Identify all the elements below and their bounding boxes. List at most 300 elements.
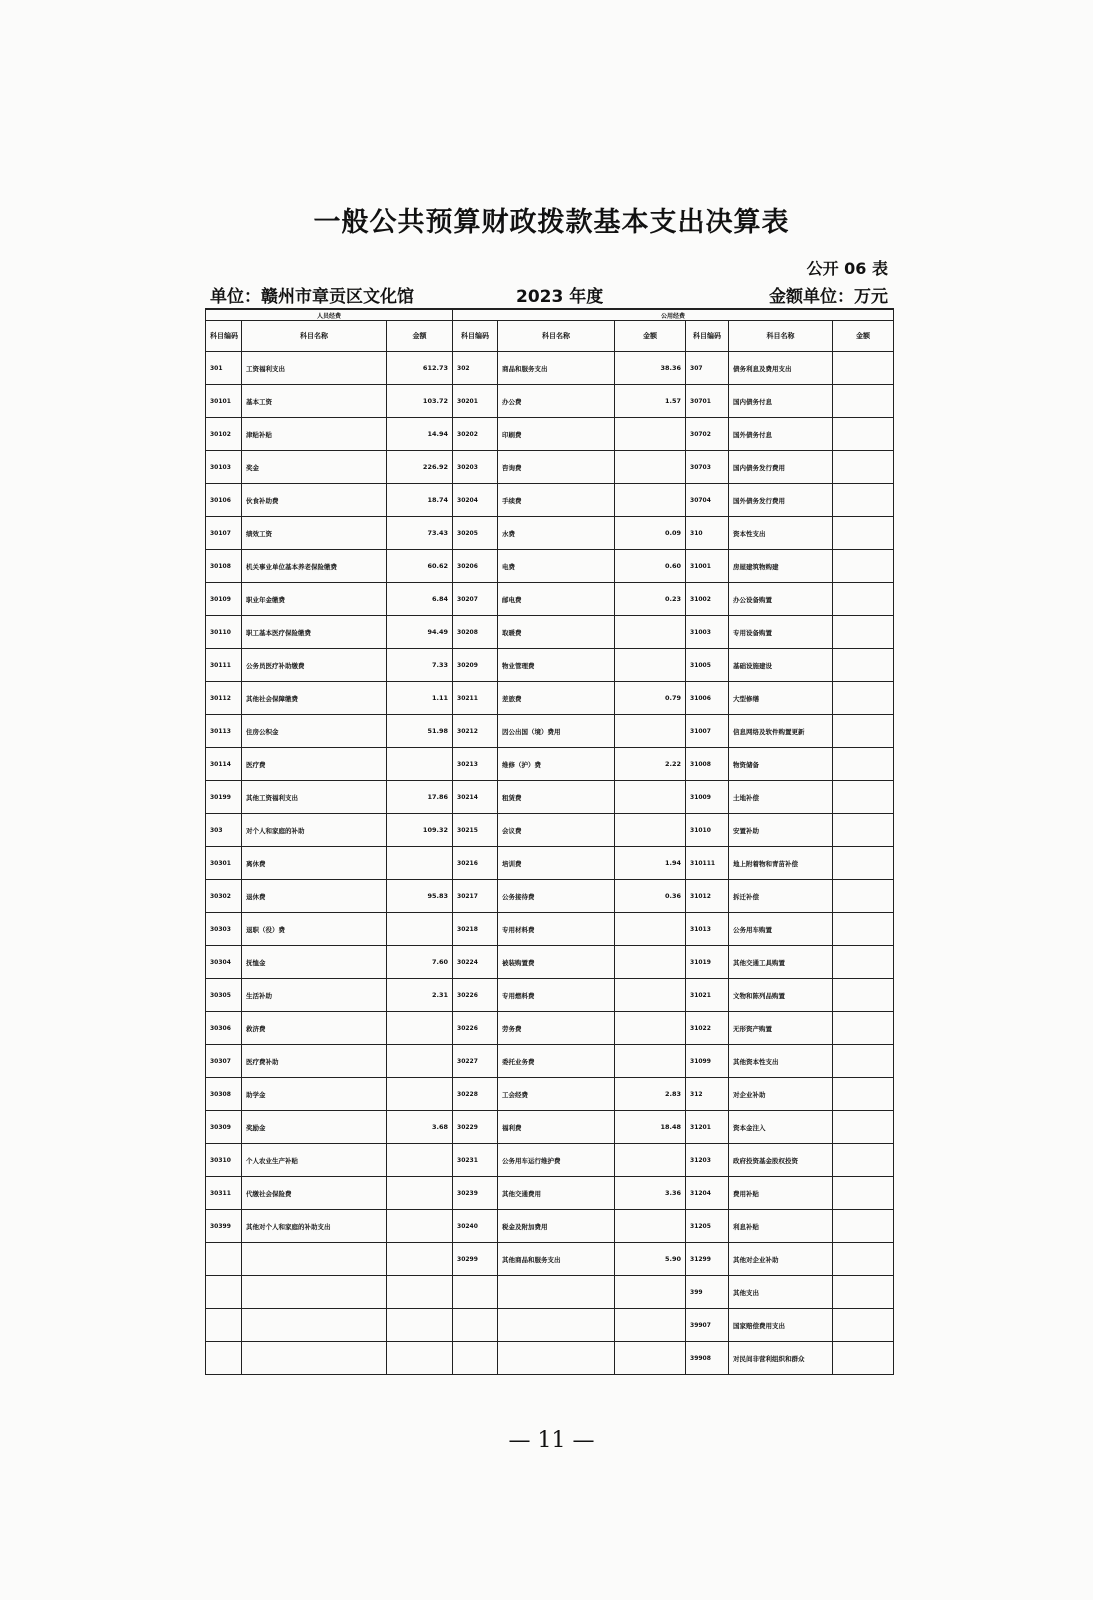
cell-name: 资本性支出 [729, 517, 833, 550]
cell-name: 专用设备购置 [729, 616, 833, 649]
cell-code: 30306 [206, 1012, 242, 1045]
cell-amount [387, 1243, 453, 1276]
cell-amount [615, 616, 686, 649]
cell-code: 303 [206, 814, 242, 847]
cell-code: 30299 [453, 1243, 498, 1276]
cell-amount [387, 847, 453, 880]
column-header-code: 科目编码 [453, 321, 498, 352]
cell-amount [833, 979, 894, 1012]
cell-amount [615, 1342, 686, 1375]
cell-code: 30111 [206, 649, 242, 682]
cell-name: 专用材料费 [498, 913, 615, 946]
cell-amount: 612.73 [387, 352, 453, 385]
cell-code: 30211 [453, 682, 498, 715]
column-header-code: 科目编码 [686, 321, 729, 352]
cell-code: 30311 [206, 1177, 242, 1210]
cell-code: 301 [206, 352, 242, 385]
cell-name: 对企业补助 [729, 1078, 833, 1111]
cell-name: 其他工资福利支出 [242, 781, 387, 814]
column-header-name: 科目名称 [242, 321, 387, 352]
cell-amount [387, 1045, 453, 1078]
cell-amount [615, 781, 686, 814]
column-header-amount: 金额 [615, 321, 686, 352]
cell-name: 资本金注入 [729, 1111, 833, 1144]
cell-name: 公务用车购置 [729, 913, 833, 946]
cell-amount [615, 1276, 686, 1309]
cell-code: 31204 [686, 1177, 729, 1210]
cell-amount [833, 1276, 894, 1309]
cell-code: 30215 [453, 814, 498, 847]
cell-name: 会议费 [498, 814, 615, 847]
cell-code: 30226 [453, 1012, 498, 1045]
cell-code: 30308 [206, 1078, 242, 1111]
cell-code: 30226 [453, 979, 498, 1012]
cell-name: 手续费 [498, 484, 615, 517]
group-header-personnel: 人员经费 [206, 309, 453, 321]
cell-code: 30307 [206, 1045, 242, 1078]
cell-code: 30103 [206, 451, 242, 484]
cell-name: 公务接待费 [498, 880, 615, 913]
cell-amount [387, 913, 453, 946]
column-header-name: 科目名称 [498, 321, 615, 352]
cell-name: 国内债务发行费用 [729, 451, 833, 484]
table-row [206, 1012, 894, 1045]
cell-name: 国内债务付息 [729, 385, 833, 418]
cell-name: 文物和陈列品购置 [729, 979, 833, 1012]
cell-amount: 0.60 [615, 550, 686, 583]
column-header-row [206, 321, 894, 352]
cell-amount: 226.92 [387, 451, 453, 484]
cell-code: 30206 [453, 550, 498, 583]
cell-code: 39907 [686, 1309, 729, 1342]
cell-amount: 1.57 [615, 385, 686, 418]
cell-name: 医疗费补助 [242, 1045, 387, 1078]
cell-code: 31006 [686, 682, 729, 715]
cell-code: 30114 [206, 748, 242, 781]
table-row [206, 946, 894, 979]
cell-amount: 0.23 [615, 583, 686, 616]
cell-code: 310 [686, 517, 729, 550]
cell-amount [833, 1078, 894, 1111]
cell-name: 福利费 [498, 1111, 615, 1144]
cell-name: 无形资产购置 [729, 1012, 833, 1045]
cell-code: 312 [686, 1078, 729, 1111]
cell-amount [833, 583, 894, 616]
cell-name: 职业年金缴费 [242, 583, 387, 616]
cell-name: 工会经费 [498, 1078, 615, 1111]
cell-code: 31003 [686, 616, 729, 649]
cell-amount: 2.83 [615, 1078, 686, 1111]
table-row [206, 1045, 894, 1078]
table-row [206, 913, 894, 946]
cell-name [242, 1309, 387, 1342]
cell-amount [833, 946, 894, 979]
unit-label: 单位：赣州市章贡区文化馆 [210, 287, 414, 307]
cell-name: 其他商品和服务支出 [498, 1243, 615, 1276]
cell-amount [615, 1309, 686, 1342]
cell-name: 津贴补贴 [242, 418, 387, 451]
cell-name [242, 1342, 387, 1375]
cell-amount [387, 1078, 453, 1111]
cell-code: 30112 [206, 682, 242, 715]
group-header-row [206, 309, 894, 321]
cell-amount [615, 1045, 686, 1078]
cell-name: 生活补助 [242, 979, 387, 1012]
cell-code: 31203 [686, 1144, 729, 1177]
cell-amount: 94.49 [387, 616, 453, 649]
cell-amount: 103.72 [387, 385, 453, 418]
cell-code: 31007 [686, 715, 729, 748]
cell-amount [387, 748, 453, 781]
cell-code: 39908 [686, 1342, 729, 1375]
cell-name: 因公出国（境）费用 [498, 715, 615, 748]
cell-amount [615, 715, 686, 748]
cell-code: 30228 [453, 1078, 498, 1111]
column-header-name: 科目名称 [729, 321, 833, 352]
cell-amount: 2.31 [387, 979, 453, 1012]
cell-code: 30108 [206, 550, 242, 583]
cell-name [242, 1243, 387, 1276]
cell-name: 大型修缮 [729, 682, 833, 715]
cell-amount [833, 352, 894, 385]
table-row [206, 418, 894, 451]
cell-code [206, 1243, 242, 1276]
table-row [206, 715, 894, 748]
cell-name: 咨询费 [498, 451, 615, 484]
cell-name: 取暖费 [498, 616, 615, 649]
cell-name: 税金及附加费用 [498, 1210, 615, 1243]
cell-name: 维修（护）费 [498, 748, 615, 781]
cell-amount: 1.11 [387, 682, 453, 715]
cell-code: 31019 [686, 946, 729, 979]
cell-name: 债务利息及费用支出 [729, 352, 833, 385]
cell-code: 31002 [686, 583, 729, 616]
group-header-public: 公用经费 [453, 309, 894, 321]
cell-name: 拆迁补偿 [729, 880, 833, 913]
cell-code: 302 [453, 352, 498, 385]
cell-code: 399 [686, 1276, 729, 1309]
cell-name: 印刷费 [498, 418, 615, 451]
cell-amount [833, 484, 894, 517]
cell-amount [833, 418, 894, 451]
cell-amount [833, 1144, 894, 1177]
table-row [206, 748, 894, 781]
cell-amount [833, 682, 894, 715]
cell-amount [833, 1210, 894, 1243]
table-row [206, 1276, 894, 1309]
table-row [206, 352, 894, 385]
table-row [206, 649, 894, 682]
cell-code: 30218 [453, 913, 498, 946]
cell-amount [387, 1177, 453, 1210]
cell-amount [615, 1012, 686, 1045]
table-row [206, 814, 894, 847]
cell-name: 商品和服务支出 [498, 352, 615, 385]
cell-code: 30302 [206, 880, 242, 913]
cell-code: 30227 [453, 1045, 498, 1078]
cell-code: 30399 [206, 1210, 242, 1243]
cell-amount [833, 1177, 894, 1210]
column-header-amount: 金额 [387, 321, 453, 352]
cell-code: 30704 [686, 484, 729, 517]
cell-amount: 0.36 [615, 880, 686, 913]
cell-amount: 18.48 [615, 1111, 686, 1144]
cell-code: 30701 [686, 385, 729, 418]
cell-name: 信息网络及软件购置更新 [729, 715, 833, 748]
cell-name: 伙食补助费 [242, 484, 387, 517]
cell-code: 31022 [686, 1012, 729, 1045]
cell-amount: 38.36 [615, 352, 686, 385]
cell-name: 邮电费 [498, 583, 615, 616]
cell-name: 委托业务费 [498, 1045, 615, 1078]
cell-amount: 17.86 [387, 781, 453, 814]
cell-code: 30231 [453, 1144, 498, 1177]
cell-code: 30240 [453, 1210, 498, 1243]
table-row [206, 1111, 894, 1144]
cell-name: 职工基本医疗保险缴费 [242, 616, 387, 649]
cell-name: 国外债务付息 [729, 418, 833, 451]
table-row [206, 616, 894, 649]
cell-amount: 0.09 [615, 517, 686, 550]
cell-name: 退休费 [242, 880, 387, 913]
cell-code: 31013 [686, 913, 729, 946]
cell-amount: 95.83 [387, 880, 453, 913]
cell-amount [387, 1276, 453, 1309]
cell-code: 31008 [686, 748, 729, 781]
cell-amount [615, 913, 686, 946]
cell-code: 31201 [686, 1111, 729, 1144]
cell-amount [833, 616, 894, 649]
cell-name: 利息补贴 [729, 1210, 833, 1243]
cell-code: 30209 [453, 649, 498, 682]
cell-amount: 5.90 [615, 1243, 686, 1276]
table-row [206, 847, 894, 880]
cell-amount [833, 1111, 894, 1144]
cell-code: 31021 [686, 979, 729, 1012]
cell-name: 房屋建筑物购建 [729, 550, 833, 583]
cell-name: 政府投资基金股权投资 [729, 1144, 833, 1177]
cell-code: 30203 [453, 451, 498, 484]
cell-amount: 109.32 [387, 814, 453, 847]
table-body [206, 309, 894, 1375]
cell-amount: 7.33 [387, 649, 453, 682]
cell-name: 物业管理费 [498, 649, 615, 682]
cell-amount [833, 517, 894, 550]
page-number: — 11 — [508, 1428, 595, 1453]
expenditure-table [205, 308, 894, 1375]
cell-amount [387, 1342, 453, 1375]
cell-code: 30213 [453, 748, 498, 781]
cell-code: 30205 [453, 517, 498, 550]
cell-amount [833, 550, 894, 583]
cell-code: 30309 [206, 1111, 242, 1144]
cell-name: 其他交通费用 [498, 1177, 615, 1210]
cell-code [453, 1309, 498, 1342]
cell-code: 30107 [206, 517, 242, 550]
cell-name: 其他对企业补助 [729, 1243, 833, 1276]
cell-name: 办公设备购置 [729, 583, 833, 616]
cell-code: 31205 [686, 1210, 729, 1243]
cell-amount [833, 913, 894, 946]
table-row [206, 484, 894, 517]
cell-amount [615, 484, 686, 517]
column-header-code: 科目编码 [206, 321, 242, 352]
cell-amount: 14.94 [387, 418, 453, 451]
cell-name [498, 1309, 615, 1342]
cell-name: 其他社会保障缴费 [242, 682, 387, 715]
cell-code: 31009 [686, 781, 729, 814]
cell-amount: 1.94 [615, 847, 686, 880]
cell-name: 代缴社会保险费 [242, 1177, 387, 1210]
cell-amount [615, 649, 686, 682]
cell-code: 30110 [206, 616, 242, 649]
cell-code: 30229 [453, 1111, 498, 1144]
cell-name: 抚恤金 [242, 946, 387, 979]
table-row [206, 1078, 894, 1111]
cell-name: 其他支出 [729, 1276, 833, 1309]
table-row [206, 880, 894, 913]
cell-name: 国外债务发行费用 [729, 484, 833, 517]
cell-amount: 3.36 [615, 1177, 686, 1210]
cell-name: 办公费 [498, 385, 615, 418]
cell-name: 水费 [498, 517, 615, 550]
cell-code [453, 1276, 498, 1309]
table-row [206, 583, 894, 616]
cell-code: 30305 [206, 979, 242, 1012]
table-row [206, 682, 894, 715]
cell-name: 公务员医疗补助缴费 [242, 649, 387, 682]
cell-name: 安置补助 [729, 814, 833, 847]
cell-name: 离休费 [242, 847, 387, 880]
cell-name [498, 1342, 615, 1375]
cell-code [453, 1342, 498, 1375]
cell-amount [833, 1309, 894, 1342]
cell-code: 31010 [686, 814, 729, 847]
table-row [206, 550, 894, 583]
cell-code [206, 1276, 242, 1309]
cell-name: 机关事业单位基本养老保险缴费 [242, 550, 387, 583]
year-label: 2023 年度 [516, 287, 604, 307]
cell-code: 30214 [453, 781, 498, 814]
cell-amount: 51.98 [387, 715, 453, 748]
table-row [206, 979, 894, 1012]
cell-code: 307 [686, 352, 729, 385]
cell-code: 30208 [453, 616, 498, 649]
cell-amount [387, 1210, 453, 1243]
cell-name: 土地补偿 [729, 781, 833, 814]
cell-name: 租赁费 [498, 781, 615, 814]
cell-code: 30204 [453, 484, 498, 517]
cell-code: 30102 [206, 418, 242, 451]
cell-amount: 2.22 [615, 748, 686, 781]
cell-code: 30703 [686, 451, 729, 484]
table-row [206, 781, 894, 814]
cell-code: 30113 [206, 715, 242, 748]
cell-name: 被装购置费 [498, 946, 615, 979]
cell-code: 30109 [206, 583, 242, 616]
cell-amount [833, 1342, 894, 1375]
cell-amount: 7.60 [387, 946, 453, 979]
cell-code: 30207 [453, 583, 498, 616]
cell-code: 30310 [206, 1144, 242, 1177]
cell-code: 30106 [206, 484, 242, 517]
cell-name: 国家赔偿费用支出 [729, 1309, 833, 1342]
column-header-amount: 金额 [833, 321, 894, 352]
cell-amount [833, 451, 894, 484]
cell-name: 奖金 [242, 451, 387, 484]
cell-name [242, 1276, 387, 1309]
cell-amount [833, 1243, 894, 1276]
cell-name: 专用燃料费 [498, 979, 615, 1012]
table-row [206, 1210, 894, 1243]
cell-code: 30301 [206, 847, 242, 880]
cell-code: 30216 [453, 847, 498, 880]
cell-code: 30101 [206, 385, 242, 418]
cell-code [206, 1342, 242, 1375]
cell-amount [615, 979, 686, 1012]
table-row [206, 1243, 894, 1276]
cell-code: 30702 [686, 418, 729, 451]
cell-name: 其他资本性支出 [729, 1045, 833, 1078]
cell-code: 30303 [206, 913, 242, 946]
cell-name: 对个人和家庭的补助 [242, 814, 387, 847]
expenditure-table-container [205, 308, 893, 1375]
cell-name: 其他对个人和家庭的补助支出 [242, 1210, 387, 1243]
cell-name: 基本工资 [242, 385, 387, 418]
cell-amount [833, 847, 894, 880]
cell-amount: 6.84 [387, 583, 453, 616]
cell-code: 30304 [206, 946, 242, 979]
cell-amount: 73.43 [387, 517, 453, 550]
cell-name: 地上附着物和青苗补偿 [729, 847, 833, 880]
cell-amount [387, 1309, 453, 1342]
table-row [206, 1177, 894, 1210]
cell-amount: 18.74 [387, 484, 453, 517]
cell-code: 30239 [453, 1177, 498, 1210]
cell-name: 劳务费 [498, 1012, 615, 1045]
cell-code: 31012 [686, 880, 729, 913]
cell-code: 310111 [686, 847, 729, 880]
cell-name: 救济费 [242, 1012, 387, 1045]
cell-name: 差旅费 [498, 682, 615, 715]
cell-name: 退职（役）费 [242, 913, 387, 946]
cell-amount [833, 1045, 894, 1078]
cell-amount [833, 748, 894, 781]
cell-code: 30212 [453, 715, 498, 748]
cell-amount [833, 715, 894, 748]
cell-amount [387, 1144, 453, 1177]
table-row [206, 385, 894, 418]
cell-code: 30217 [453, 880, 498, 913]
cell-name: 奖励金 [242, 1111, 387, 1144]
cell-amount [615, 451, 686, 484]
cell-amount: 0.79 [615, 682, 686, 715]
cell-amount: 60.62 [387, 550, 453, 583]
cell-code: 30202 [453, 418, 498, 451]
table-row [206, 1144, 894, 1177]
cell-name: 公务用车运行维护费 [498, 1144, 615, 1177]
cell-amount [615, 814, 686, 847]
cell-code: 30201 [453, 385, 498, 418]
cell-amount [615, 418, 686, 451]
cell-name: 医疗费 [242, 748, 387, 781]
cell-name: 培训费 [498, 847, 615, 880]
cell-amount [833, 649, 894, 682]
cell-amount: 3.68 [387, 1111, 453, 1144]
cell-amount [615, 1210, 686, 1243]
cell-name: 绩效工资 [242, 517, 387, 550]
cell-name: 电费 [498, 550, 615, 583]
